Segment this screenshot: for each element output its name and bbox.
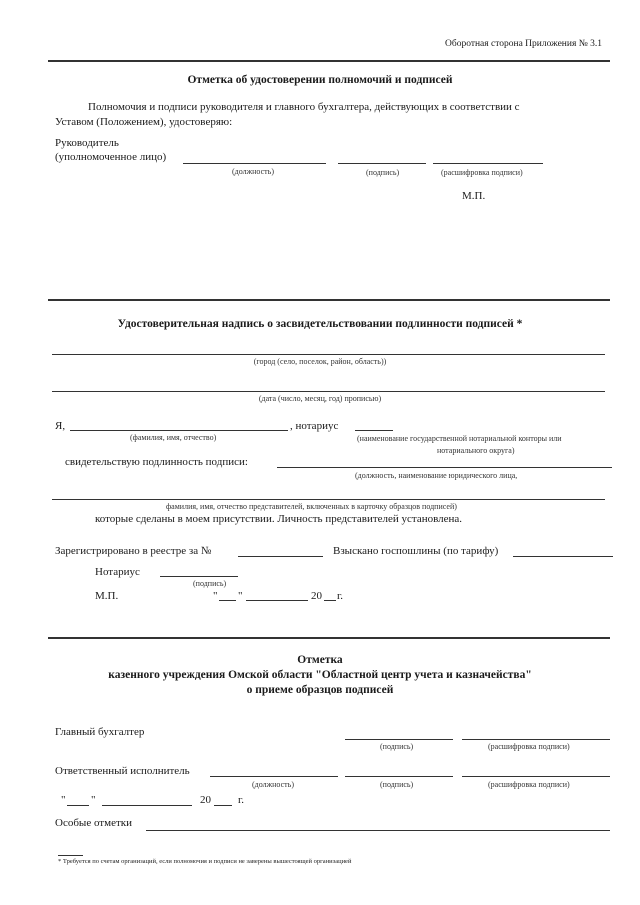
- section3-title-line3: о приеме образцов подписей: [246, 684, 394, 696]
- stamp-place: М.П.: [462, 190, 486, 202]
- head-position-field[interactable]: [183, 163, 326, 164]
- section1-paragraph-line2: Уставом (Положением), удостоверяю:: [55, 116, 233, 128]
- date-year-suffix-2: г.: [238, 794, 245, 806]
- section2-title: Удостоверительная надпись о засвидетельствовании подлинности подписей *: [117, 318, 523, 330]
- caption-notary-office-1: (наименование государственной нотариальной конторы или: [357, 434, 562, 443]
- caption-date-written: (дата (число, месяц, год) прописью): [258, 394, 382, 403]
- caption-signature: (подпись): [366, 168, 400, 177]
- notary-office-field[interactable]: [355, 430, 393, 431]
- executor-label: Ответственный исполнитель: [55, 765, 190, 777]
- registry-number-field[interactable]: [238, 556, 323, 557]
- section1-title: Отметка об удостоверении полномочий и подписей: [187, 74, 453, 86]
- authorized-person-label: (уполномоченное лицо): [55, 151, 167, 163]
- section3-title-line1: Отметка: [297, 654, 343, 666]
- executor-signature-field[interactable]: [345, 776, 453, 777]
- certify-text: свидетельствую подлинность подписи:: [65, 456, 248, 468]
- date-close-quote-2: ": [91, 794, 96, 806]
- head-label: Руководитель: [55, 137, 119, 149]
- fee-label: Взыскано госпошлины (по тарифу): [333, 545, 499, 557]
- caption-executor-position: (должность): [252, 780, 294, 789]
- caption-decoding: (расшифровка подписи): [441, 168, 523, 177]
- notary-signature-field[interactable]: [160, 576, 238, 577]
- caption-representatives: фамилия, имя, отчество представителей, включенных в карточку образцов подписей): [166, 502, 457, 511]
- registry-label: Зарегистрировано в реестре за №: [55, 545, 212, 557]
- head-signature-field[interactable]: [338, 163, 426, 164]
- presence-statement: которые сделаны в моем присутствии. Личность представителей установлена.: [95, 513, 463, 525]
- footnote-rule: [58, 855, 83, 856]
- caption-notary-signature: (подпись): [193, 579, 227, 588]
- special-marks-field[interactable]: [146, 830, 610, 831]
- section2-divider: [48, 637, 610, 639]
- caption-executor-decoding: (расшифровка подписи): [488, 780, 570, 789]
- header-rule: [48, 60, 610, 62]
- date-year-field[interactable]: [324, 600, 336, 601]
- footnote: * Требуется по счетам организаций, если полномочия и подписи не заверены вышестоящей организацией: [58, 858, 352, 865]
- date-month-field[interactable]: [246, 600, 308, 601]
- notary-label: , нотариус: [290, 420, 339, 432]
- chief-decoding-field[interactable]: [462, 739, 610, 740]
- date-year-field-2[interactable]: [214, 805, 232, 806]
- city-field[interactable]: [52, 354, 605, 355]
- date-year-prefix-2: 20: [200, 794, 211, 806]
- caption-executor-signature: (подпись): [380, 780, 414, 789]
- notary-fio-field[interactable]: [70, 430, 288, 431]
- chief-signature-field[interactable]: [345, 739, 453, 740]
- i-label: Я,: [55, 420, 66, 432]
- caption-chief-signature: (подпись): [380, 742, 414, 751]
- representatives-field[interactable]: [52, 499, 605, 500]
- caption-position-org: (должность, наименование юридического лица,: [355, 471, 518, 480]
- date-year-suffix: г.: [337, 590, 344, 602]
- caption-notary-fio: (фамилия, имя, отчество): [130, 433, 217, 442]
- section3-title-line2: казенного учреждения Омской области "Областной центр учета и казначейства": [108, 669, 532, 681]
- date-day-field-2[interactable]: [67, 805, 89, 806]
- date-open-quote: ": [213, 590, 218, 602]
- caption-city: (город (село, поселок, район, область)): [253, 357, 387, 366]
- date-open-quote-2: ": [61, 794, 66, 806]
- date-month-field-2[interactable]: [102, 805, 192, 806]
- caption-notary-office-2: нотариального округа): [437, 446, 515, 455]
- executor-decoding-field[interactable]: [462, 776, 610, 777]
- chief-accountant-label: Главный бухгалтер: [55, 726, 145, 738]
- caption-chief-decoding: (расшифровка подписи): [488, 742, 570, 751]
- date-day-field[interactable]: [219, 600, 236, 601]
- date-year-prefix: 20: [311, 590, 322, 602]
- special-marks-label: Особые отметки: [55, 817, 132, 829]
- date-written-field[interactable]: [52, 391, 605, 392]
- appendix-reference: Оборотная сторона Приложения № 3.1: [445, 39, 603, 49]
- position-org-field[interactable]: [277, 467, 612, 468]
- stamp-place-2: М.П.: [95, 590, 119, 602]
- section1-divider: [48, 299, 610, 301]
- executor-position-field[interactable]: [210, 776, 338, 777]
- head-decoding-field[interactable]: [433, 163, 543, 164]
- notary-sign-label: Нотариус: [95, 566, 140, 578]
- fee-field[interactable]: [513, 556, 613, 557]
- section1-paragraph-line1: Полномочия и подписи руководителя и главного бухгалтера, действующих в соответствии с: [88, 101, 520, 113]
- caption-position: (должность): [232, 167, 274, 176]
- date-close-quote: ": [238, 590, 243, 602]
